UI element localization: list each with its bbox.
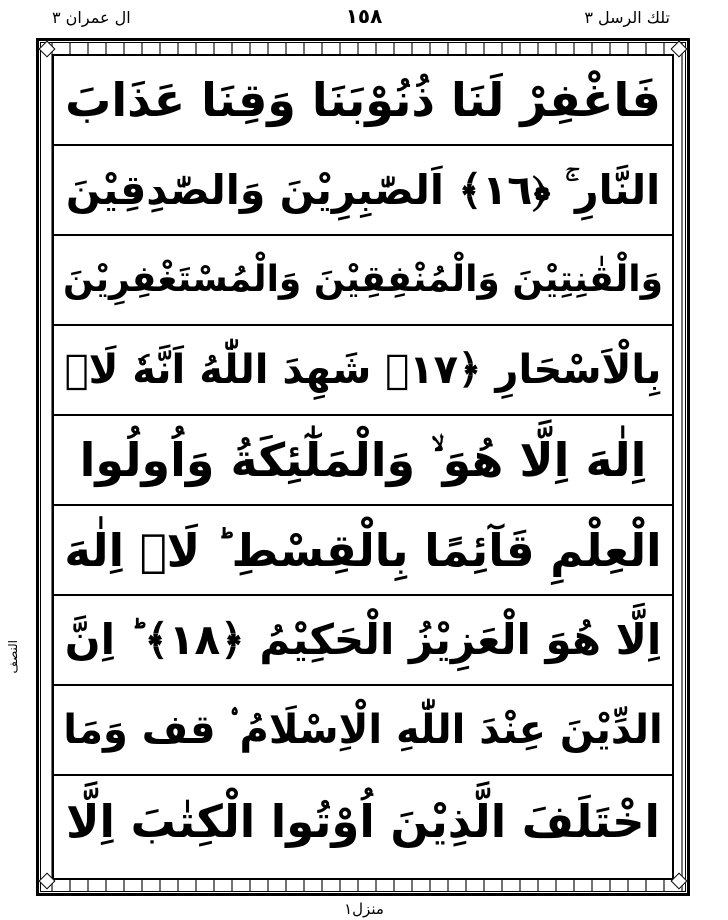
verse-line	[54, 596, 672, 686]
verse-text: فَاغْفِرْ لَنَا ذُنُوْبَنَا وَقِنَا عَذَابَ	[65, 73, 661, 127]
verse-text: الدِّيْنَ عِنْدَ اللّٰهِ الْاِسْلَامُ ۟ قف وَمَا	[63, 707, 663, 753]
verse-line	[54, 146, 672, 236]
verse-text: الْعِلْمِ قَآئِمًا بِالْقِسْطِ ؕ لَاۤ اِلٰهَ	[64, 523, 662, 577]
verse-line	[54, 416, 672, 506]
verse-line	[54, 56, 672, 146]
header-juz-name: تلك الرسل ٣	[584, 8, 670, 27]
verse-text: وَالْقٰنِتِيْنَ وَالْمُنْفِقِيْنَ وَالْمُسْتَغْفِرِيْنَ	[63, 259, 663, 300]
verse-line	[54, 686, 672, 776]
verse-line	[54, 776, 672, 866]
header-surah-name: ال عمران ٣	[52, 8, 131, 27]
margin-note: النصف	[6, 640, 20, 674]
verse-text: النَّارِ ۚ ﴿١٦﴾ اَلصّٰبِرِيْنَ وَالصّٰدِقِيْنَ	[65, 165, 661, 214]
verse-text: اِلَّا هُوَ الْعَزِيْزُ الْحَكِيْمُ ﴿١٨﴾ ؕ اِنَّ	[64, 615, 662, 664]
verse-text: بِالْاَسْحَارِ ﴿١٧﴾ شَهِدَ اللّٰهُ اَنَّهٗ لَاۤ	[64, 347, 662, 393]
manzil-footer: منزل١	[344, 900, 384, 918]
verse-text: اخْتَلَفَ الَّذِيْنَ اُوْتُوا الْكِتٰبَ اِلَّا	[66, 794, 660, 848]
verse-text: اِلٰهَ اِلَّا هُوَ ۙ وَالْمَلٰٓئِكَةُ وَاُولُوا	[79, 433, 647, 487]
page-number: ١٥٨	[345, 4, 383, 28]
verse-line	[54, 506, 672, 596]
verse-line	[54, 326, 672, 416]
verse-line	[54, 236, 672, 326]
